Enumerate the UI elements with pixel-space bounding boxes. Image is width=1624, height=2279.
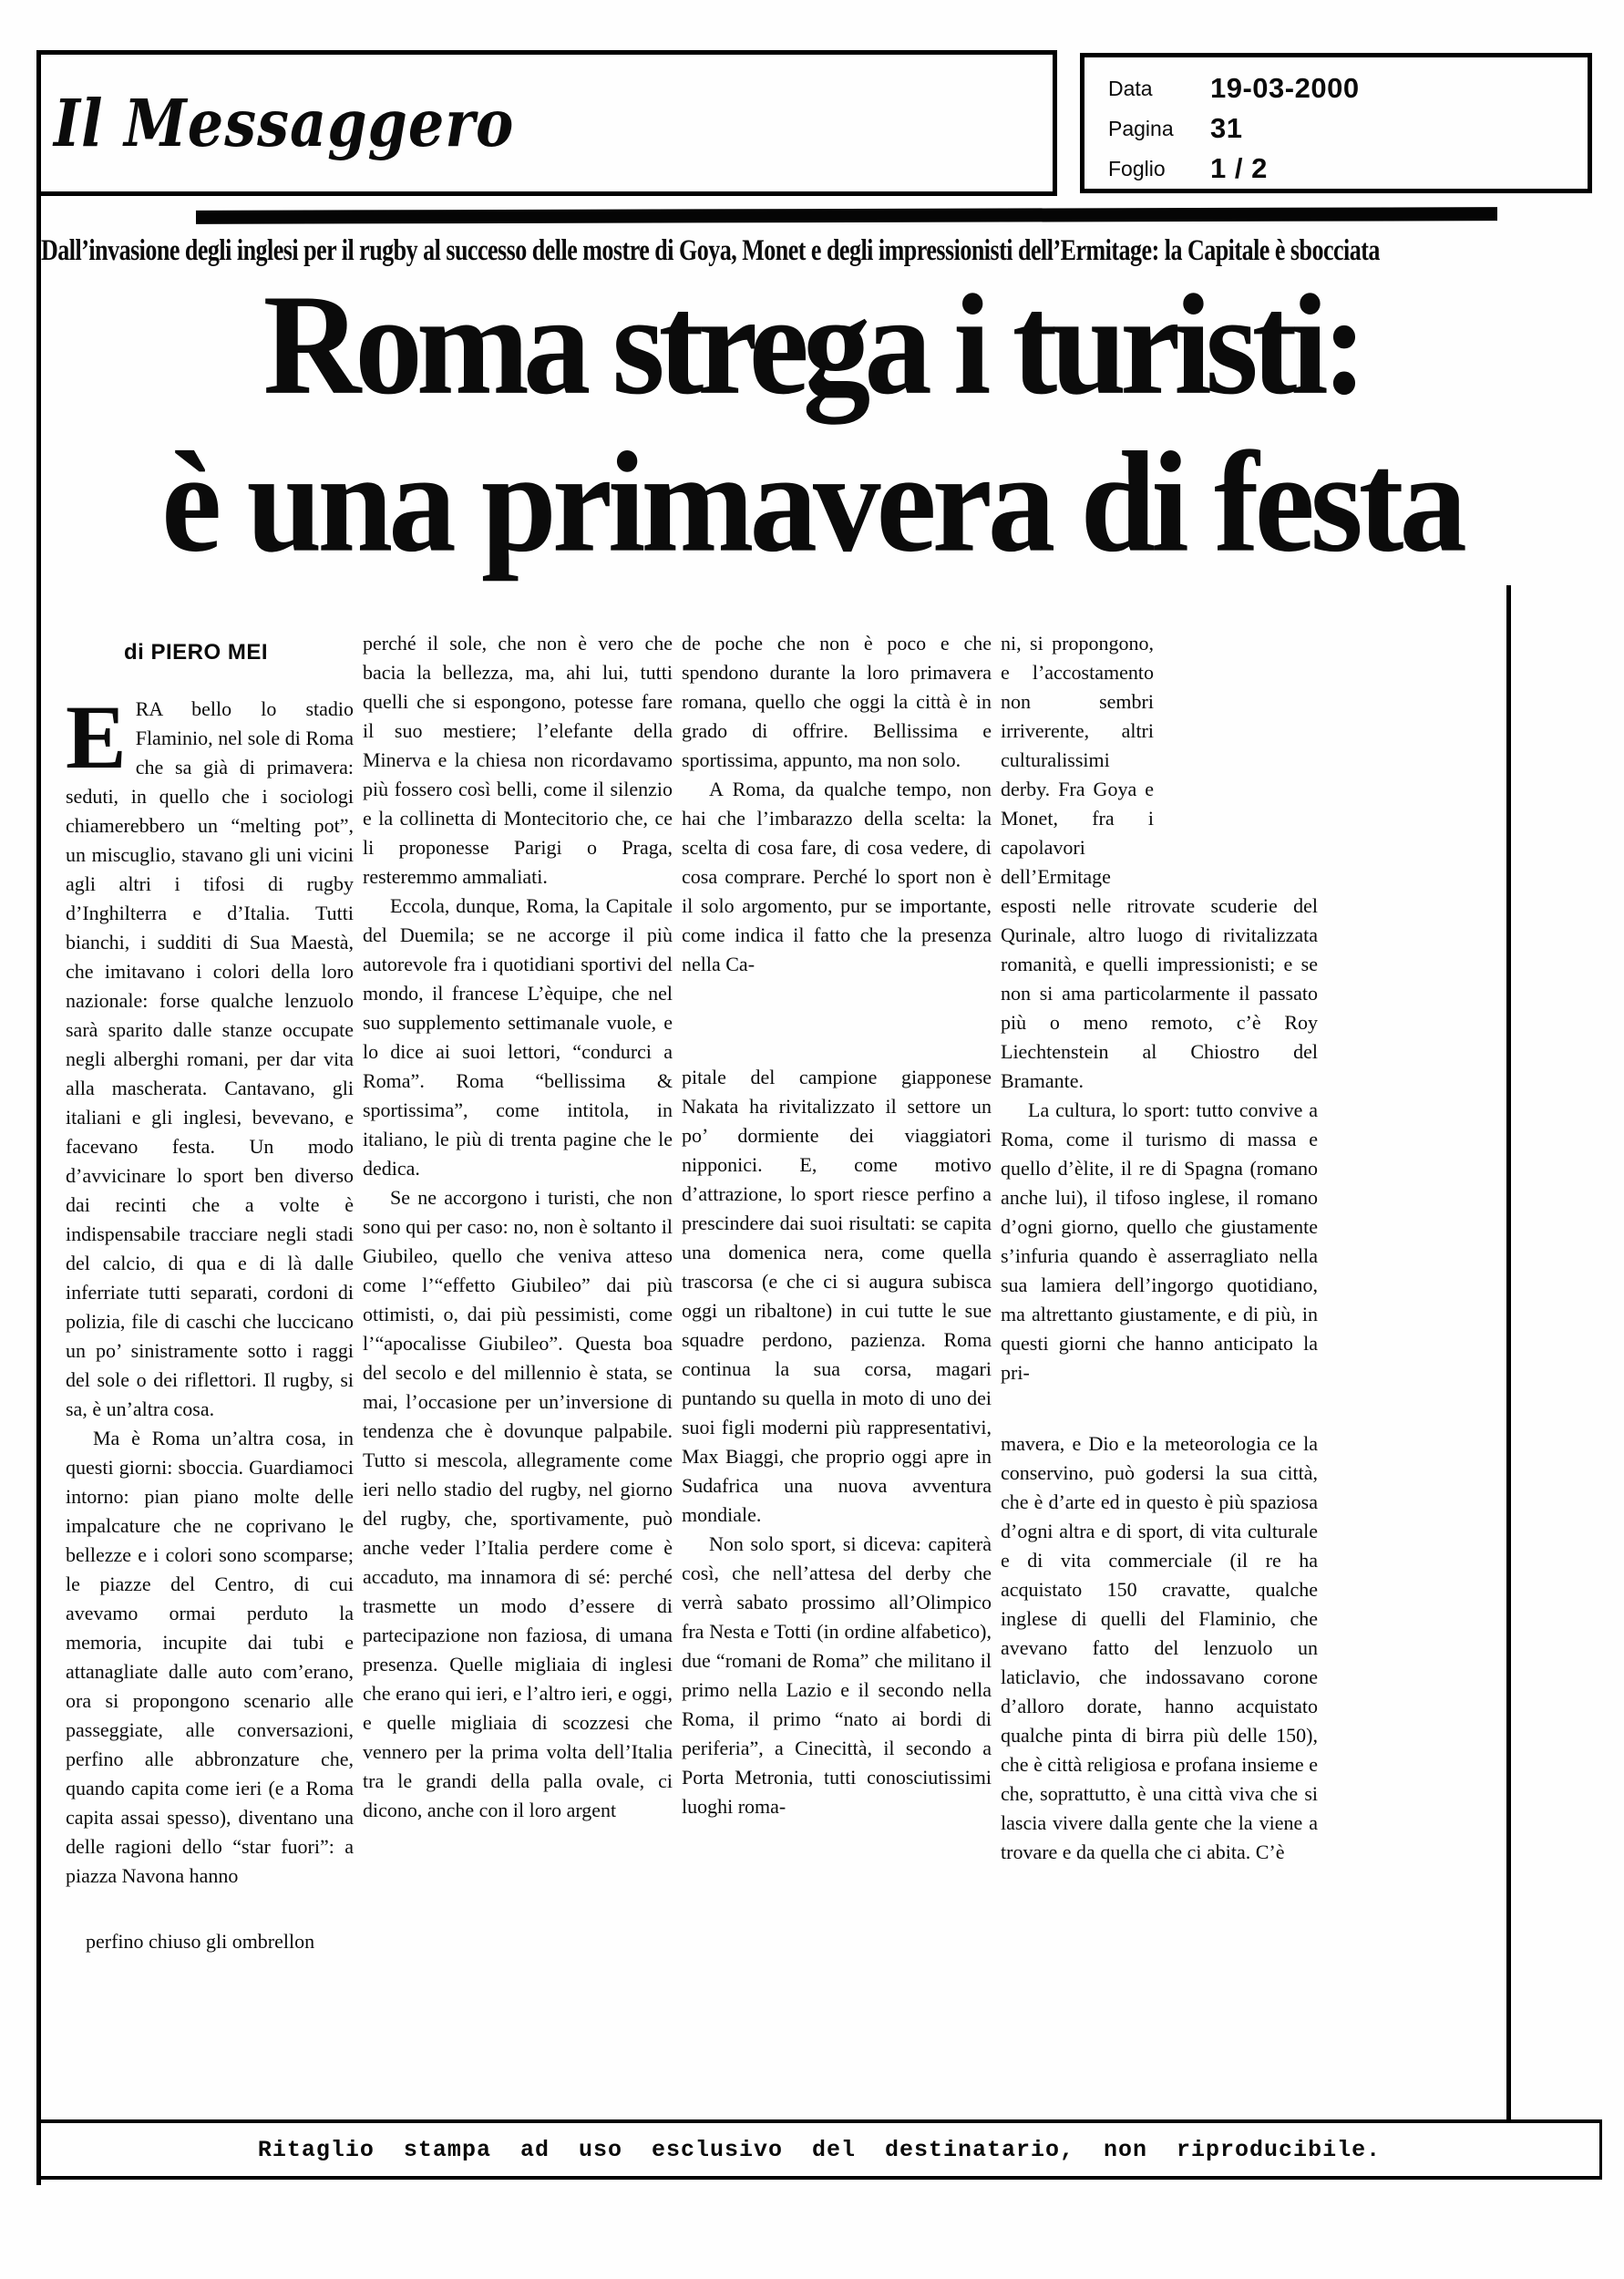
paragraph	[66, 686, 354, 1424]
footer-notice: Ritaglio stampa ad uso esclusivo del destinatario, non riproducibile.	[257, 2136, 1382, 2163]
article-column-3	[682, 629, 992, 1956]
sheet-label: Foglio	[1108, 156, 1166, 180]
masthead-box	[36, 50, 1057, 196]
paragraph: Eccola, dunque, Roma, la Capitale del Duemila; se ne accorge il più autorevole fra i quotidiani sportivi del mondo, il francese L’èquipe, che nel suo supplemento settimanale vuole, e lo dice ai suoi lettori, “condurci a Roma”. Roma “bellissima & sportissima”, come intitola, in italiano, le più di trenta pagine che le dedica.	[363, 894, 673, 1180]
paragraph-narrow: ni, si propongono, e l’accostamento non sembri irriverente, altri culturalissimi derby. Fra Goya e Monet, fra i capolavori dell’Ermitage	[1001, 632, 1154, 888]
paragraph: La cultura, lo sport: tutto convive a Roma, come il turismo di massa e quello d’èlite, il re di Spagna (romano anche lui), il tifoso inglese, il romano d’ogni giorno, quello che giustamente s’infuria quando è asserragliato nella sua lamiera dell’ingorgo quotidiano, ma altrettanto giustamente, e di più, in questi giorni che hanno anticipato la pri-	[1001, 1098, 1318, 1384]
paragraph: A Roma, da qualche tempo, non hai che l’imbarazzo della scelta: la scelta di cosa fare, di cosa vedere, di cosa comprare. Perché lo sport non è il solo argomento, pur se importante, come indica il fatto che la presenza nella Ca-	[682, 778, 992, 975]
byline: di PIERO MEI	[123, 640, 268, 665]
newspaper-logo: Il Messaggero	[54, 85, 515, 161]
paragraph: perché il sole, che non è vero che bacia la bellezza, ma, ahi lui, tutti quelli che si espongono, potesse fare il suo mestiere; l’elefante della Minerva e la chiesa non ricordavamo più fossero così belli, come il silenzio e la collinetta di Montecitorio che, ce li proponesse Parigi o Praga, resteremmo ammaliati.	[363, 632, 673, 888]
paragraph: de poche che non è poco e che spendono durante la loro primavera romana, quello che oggi la città è in grado di offrire. Bellissima e sportissima, appunto, ma non solo.	[682, 632, 992, 771]
page-number-value: 31	[1210, 112, 1243, 144]
sheet-value: 1 / 2	[1210, 152, 1268, 184]
info-row-date	[1108, 68, 1588, 108]
article-body	[66, 629, 1316, 1956]
paragraph: pitale del campione giapponese Nakata ha rivitalizzato il settore un po’ dormiente dei viaggiatori nipponici. E, come motivo d’attrazione, lo sport riesce perfino a prescindere dai suoi risultati: se capita una domenica nera, come quella trascorsa (e che ci si augura subisca oggi un ribaltone) in cui tutte le sue squadre perdono, pazienza. Roma continua la sua corsa, magari puntando su quella in moto di uno dei suoi figli moderni più rappresentativi, Max Biaggi, che proprio oggi apre in Sudafrica una nuova avventura mondiale.	[682, 1066, 992, 1526]
paragraph: Non solo sport, si diceva: capiterà così, che nell’attesa del derby che verrà sabato prossimo all’Olimpico fra Nesta e Totti (in ordine alfabetico), due “romani de Roma” che militano il primo nella Lazio e il secondo nella Roma, il primo “nato ai bordi di periferia”, a Cinecittà, il secondo a Porta Metronia, tutti conosciutissimi luoghi roma-	[682, 1532, 992, 1818]
headline-line1: Roma strega i turisti:	[262, 264, 1362, 425]
date-value: 19-03-2000	[1210, 72, 1360, 104]
article-column-1	[66, 629, 354, 1956]
date-label: Data	[1108, 76, 1153, 100]
kicker: Dall’invasione degli inglesi per il rugby al successo delle mostre di Goya, Monet e degli impressionisti dell’Ermitage: la Capitale è sbocciata	[41, 233, 1380, 267]
paragraph: mavera, e Dio e la meteorologia ce la conservino, può godersi la sua città, che è d’arte ed in questo è più spaziosa d’ogni altra e di sport, di vita culturale e di vita commerciale (il re ha acquistato 150 cravatte, qualche inglese di quelli del Flaminio, che avevano fatto del lenzuolo un laticlavio, che indossavano corone d’alloro dorate, hanno acquistato qualche pinta di birra più delle 150), che è città religiosa e profana insieme e che, soprattutto, è una città viva che si lascia vivere dalla gente che la viene a trovare e da quella che ci abita. C’è	[1001, 1432, 1318, 1863]
paragraph: Se ne accorgono i turisti, che non sono qui per caso: no, non è soltanto il Giubileo, quello che veniva atteso come l’“effetto Giubileo” dai più ottimisti, o, dai più pessimisti, come l’“apocalisse Giubileo”. Questa boa del secolo e del millennio è stata, se mai, l’occasione per un’inversione di tendenza che è dovunque palpabile. Tutto si mescola, allegramente come ieri nello stadio del rugby, nel giorno del rugby, che, sportivamente, può anche veder l’Italia perdere come è accaduto, ma innamora di sé: perché trasmette un modo d’essere di partecipazione non faziosa, di umana presenza. Quelle migliaia di inglesi che erano qui ieri, e l’altro ieri, e oggi, e quelle migliaia di scozzesi che vennero per la prima volta dell’Italia tra le grandi della palla ovale, ci dicono, anche con il loro argent	[363, 1186, 673, 1821]
footer-strip	[36, 2119, 1602, 2180]
headline-line2: è una primavera di festa	[161, 422, 1463, 583]
headline	[18, 266, 1606, 582]
scan-smear-bar	[196, 207, 1497, 224]
paragraph: Ma è Roma un’altra cosa, in questi giorni: sboccia. Guardiamoci intorno: pian piano molte delle impalcature che ne coprivano le bellezze e i colori sono scomparse; le piazze del Centro, di cui avevamo ormai perduto la memoria, incupite dai tubi e attanagliate dalle auto com’erano, ora si propongono scenario alle passeggiate, alle conversazioni, perfino alle abbronzature che, quando capita come ieri (e a Roma capita assai spesso), diventano una delle ragioni dello “star fuori”: a piazza Navona hanno	[66, 1427, 354, 1887]
info-row-page	[1108, 108, 1588, 149]
article-right-rule	[1506, 585, 1511, 2119]
paragraph: esposti nelle ritrovate scuderie del Qurinale, altro luogo di rivitalizzata romanità, e quelli impressionisti; e se non si ama particolarmente il passato più o meno remoto, c’è Roy Liechtenstein al Chiostro del Bramante.	[1001, 894, 1318, 1092]
clipping-info-box	[1080, 53, 1592, 193]
drop-cap: E	[66, 686, 127, 788]
article-column-2	[363, 629, 673, 1956]
page-label: Pagina	[1108, 116, 1174, 140]
article-column-4	[1001, 629, 1318, 1956]
info-row-sheet	[1108, 149, 1588, 189]
paragraph-text: RA bello lo stadio Flaminio, nel sole di Roma che sa già di primavera: seduti, in quello che i sociologi chiamerebbero un “melting pot”, un miscuglio, stavano gli uni vicini agli altri i tifosi di rugby d’Inghilterra e d’Italia. Tutti bianchi, i sudditi di Sua Maestà, che imitavano i colori della loro nazionale: forse qualche lenzuolo sarà sparito dalle stanze occupate negli alberghi romani, per dar vita alla mascherata. Cantavano, gli italiani e gli inglesi, bevevano, e facevano festa. Un modo d’avvicinare lo sport ben diverso dai recinti che a volte è indispensabile tracciare negli stadi del calcio, di qua e di là dalle inferriate tutti separati, cordoni di polizia, file di caschi che luccicano un po’ sinistramente sotto i raggi del sole o dei riflettori. Il rugby, si sa, è un’altra cosa.	[66, 697, 354, 1420]
paragraph: perfino chiuso gli ombrellon	[86, 1930, 315, 1953]
